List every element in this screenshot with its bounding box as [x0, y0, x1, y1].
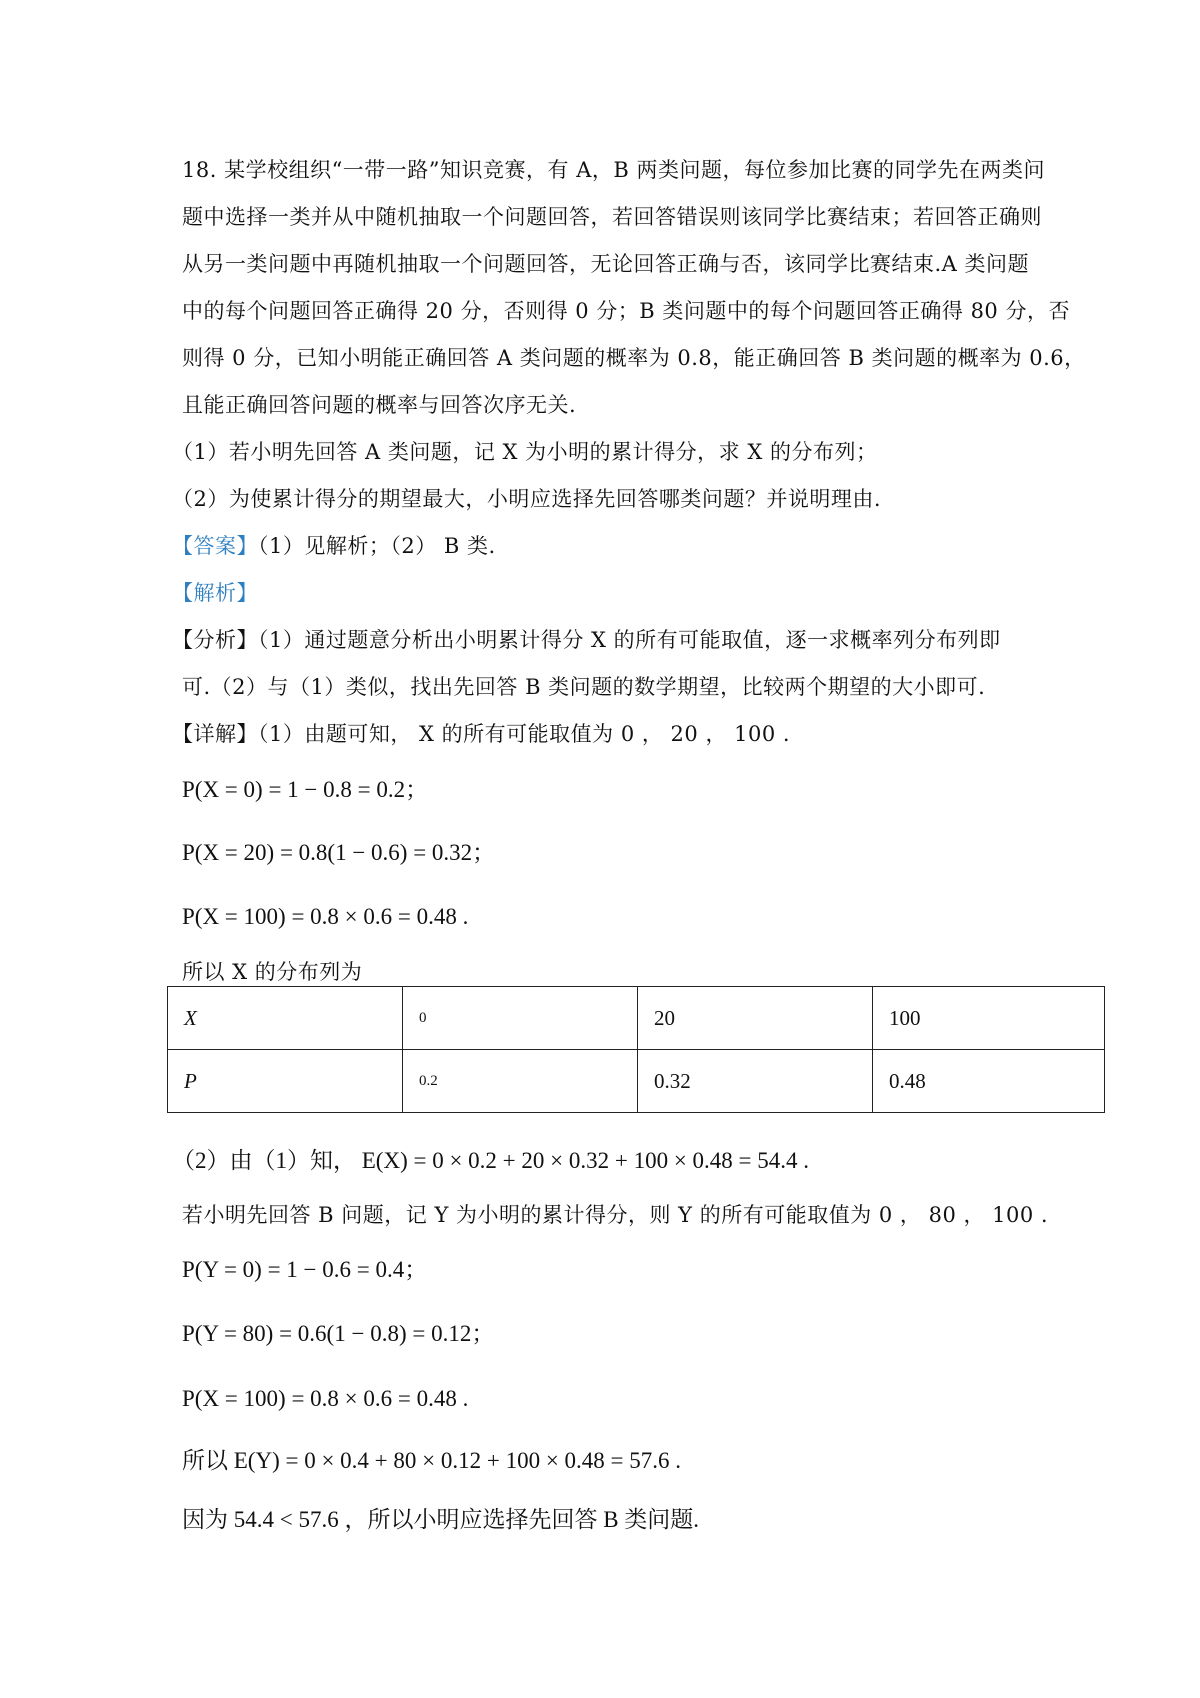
- question-line-6: 且能正确回答问题的概率与回答次序无关.: [182, 393, 577, 417]
- question-line-3: 从另一类问题中再随机抽取一个问题回答，无论回答正确与否，该同学比赛结束.A 类问题: [182, 252, 1030, 276]
- table-cell: 0.32: [638, 1050, 873, 1113]
- equation-p-y0: P(Y = 0) = 1 − 0.6 = 0.4；: [182, 1257, 428, 1282]
- table-row: [168, 987, 1105, 1050]
- table-row: [168, 1050, 1105, 1113]
- question-line-4: 中的每个问题回答正确得 20 分，否则得 0 分；B 类问题中的每个问题回答正确得 80 分，否: [182, 299, 1070, 323]
- expectation-y-line: 所以 E(Y) = 0 × 0.4 + 80 × 0.12 + 100 × 0.48 = 57.6 .: [182, 1448, 682, 1473]
- equation-p-x0: P(X = 0) = 1 − 0.8 = 0.2；: [182, 777, 429, 802]
- answer-text: （1）见解析；（2） B 类.: [258, 534, 496, 558]
- equation-p-y80: P(Y = 80) = 0.6(1 − 0.8) = 0.12；: [182, 1321, 495, 1346]
- if-b-line: 若小明先回答 B 问题，记 Y 为小明的累计得分，则 Y 的所有可能取值为 0 ， 80 ， 100 .: [182, 1203, 1049, 1227]
- distribution-intro: 所以 X 的分布列为: [182, 960, 363, 984]
- equation-p-x100-repeat: P(X = 100) = 0.8 × 0.6 = 0.48 .: [182, 1386, 469, 1411]
- answer-line: [172, 531, 496, 561]
- question-line-5: 则得 0 分，已知小明能正确回答 A 类问题的概率为 0.8，能正确回答 B 类问题的概率为 0.6，: [182, 346, 1086, 370]
- equation-p-x20: P(X = 20) = 0.8(1 − 0.6) = 0.32；: [182, 840, 496, 865]
- answer-tag: 【答案】: [172, 534, 258, 558]
- table-cell: 0: [403, 987, 638, 1050]
- table-cell: 20: [638, 987, 873, 1050]
- table-cell: X: [168, 987, 403, 1050]
- question-line-1: 18. 某学校组织“一带一路”知识竞赛，有 A，B 两类问题，每位参加比赛的同学先在两类问: [182, 158, 1045, 182]
- conclusion-line: 因为 54.4 < 57.6 ，所以小明应选择先回答 B 类问题.: [182, 1507, 700, 1532]
- table-cell: 0.48: [873, 1050, 1105, 1113]
- xiangjie-line: 【详解】（1）由题可知， X 的所有可能取值为 0 ， 20 ， 100 .: [172, 722, 791, 746]
- equation-p-x100: P(X = 100) = 0.8 × 0.6 = 0.48 .: [182, 904, 469, 929]
- analysis-tag: 【解析】: [172, 581, 258, 605]
- table-cell: 100: [873, 987, 1105, 1050]
- fenxi-line-2: 可.（2）与（1）类似，找出先回答 B 类问题的数学期望，比较两个期望的大小即可.: [182, 675, 986, 699]
- distribution-table: [167, 986, 1105, 1113]
- expectation-x-line: （2）由（1）知， E(X) = 0 × 0.2 + 20 × 0.32 + 100 × 0.48 = 54.4 .: [172, 1148, 810, 1173]
- table-cell: P: [168, 1050, 403, 1113]
- table-cell: 0.2: [403, 1050, 638, 1113]
- question-part-2: （2）为使累计得分的期望最大，小明应选择先回答哪类问题？并说明理由.: [172, 487, 882, 511]
- question-line-2: 题中选择一类并从中随机抽取一个问题回答，若回答错误则该同学比赛结束；若回答正确则: [182, 205, 1042, 229]
- fenxi-line-1: 【分析】（1）通过题意分析出小明累计得分 X 的所有可能取值，逐一求概率列分布列即: [172, 628, 1001, 652]
- question-part-1: （1）若小明先回答 A 类问题，记 X 为小明的累计得分，求 X 的分布列；: [172, 440, 878, 464]
